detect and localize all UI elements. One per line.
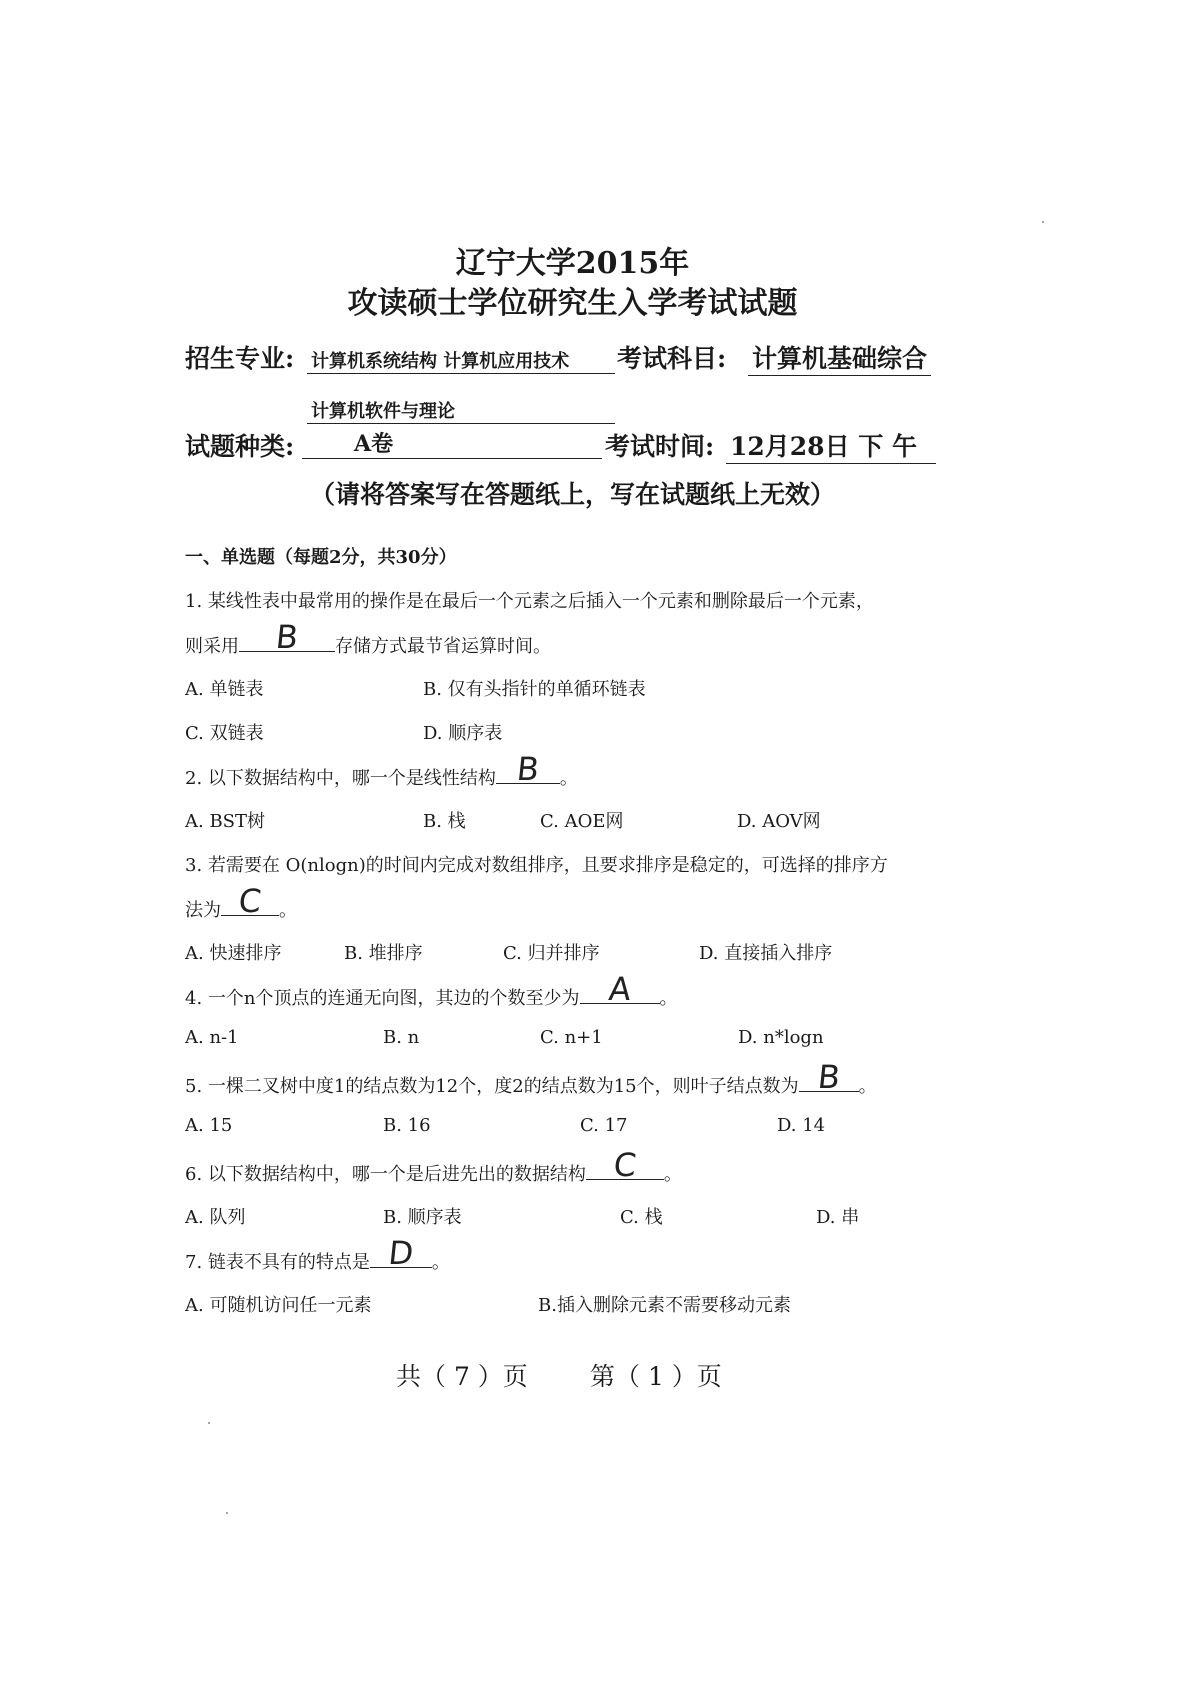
q2-option-a: A. BST树 xyxy=(185,811,266,832)
question-7-text-end: 。 xyxy=(431,1252,450,1273)
q4-option-a: A. n-1 xyxy=(185,1027,239,1048)
answer-blank-3 xyxy=(221,882,279,920)
exam-title-main: 攻读硕士学位研究生入学考试试题 xyxy=(347,286,798,321)
answer-notice: （请将答案写在答题纸上，写在试题纸上无效） xyxy=(309,480,835,509)
question-2-text-end: 。 xyxy=(559,768,578,789)
question-4 xyxy=(185,970,678,1010)
q4-option-d: D. n*logn xyxy=(738,1027,824,1048)
q3-option-a: A. 快速排序 xyxy=(185,943,282,964)
handwritten-answer-1: B xyxy=(274,618,300,656)
scan-speck xyxy=(226,1512,228,1514)
question-5 xyxy=(185,1058,877,1098)
q3-option-c: C. 归并排序 xyxy=(503,943,600,964)
handwritten-answer-6: C xyxy=(611,1146,639,1184)
q5-option-b: B. 16 xyxy=(383,1115,431,1136)
question-5-text-end: 。 xyxy=(858,1076,877,1097)
time-label: 考试时间: xyxy=(605,432,715,461)
question-2-text: 2. 以下数据结构中，哪一个是线性结构 xyxy=(185,768,496,789)
major-value-second: 计算机软件与理论 xyxy=(307,397,615,424)
handwritten-answer-2: B xyxy=(514,750,541,788)
handwritten-answer-7: D xyxy=(386,1234,416,1272)
question-6 xyxy=(185,1146,682,1186)
question-6-text: 6. 以下数据结构中，哪一个是后进先出的数据结构 xyxy=(185,1164,586,1185)
answer-blank-4 xyxy=(580,970,660,1008)
question-3-text: 法为 xyxy=(185,900,221,921)
page-total: 共（ 7 ）页 xyxy=(396,1362,528,1391)
question-6-text-end: 。 xyxy=(663,1164,682,1185)
q7-option-b: B.插入删除元素不需要移动元素 xyxy=(538,1295,791,1316)
question-3 xyxy=(185,882,297,922)
handwritten-answer-4: A xyxy=(606,970,633,1008)
handwritten-answer-5: B xyxy=(815,1058,842,1096)
question-5-text: 5. 一棵二叉树中度1的结点数为12个，度2的结点数为15个，则叶子结点数为 xyxy=(185,1076,799,1097)
q1-option-a: A. 单链表 xyxy=(185,679,264,700)
handwritten-answer-3: C xyxy=(236,882,264,920)
question-4-text: 4. 一个n个顶点的连通无向图，其边的个数至少为 xyxy=(185,988,580,1009)
q2-option-b: B. 栈 xyxy=(423,811,466,832)
q5-option-d: D. 14 xyxy=(777,1115,826,1136)
q3-option-b: B. 堆排序 xyxy=(344,943,423,964)
answer-blank-5 xyxy=(799,1058,859,1096)
q4-option-c: C. n+1 xyxy=(540,1027,603,1048)
q5-option-a: A. 15 xyxy=(185,1115,233,1136)
question-7 xyxy=(185,1234,450,1274)
q2-option-c: C. AOE网 xyxy=(540,811,624,832)
q2-option-d: D. AOV网 xyxy=(737,811,821,832)
question-1-text-end: 存储方式最节省运算时间。 xyxy=(335,636,551,657)
q1-option-c: C. 双链表 xyxy=(185,723,264,744)
type-value: A卷 xyxy=(302,427,602,459)
scan-speck xyxy=(1042,221,1044,223)
time-value: 12月28日 下 午 xyxy=(726,427,936,464)
type-label: 试题种类: xyxy=(185,432,295,461)
answer-blank-2 xyxy=(496,750,560,788)
major-value: 计算机系统结构 计算机应用技术 xyxy=(307,347,615,374)
q5-option-c: C. 17 xyxy=(580,1115,628,1136)
q6-option-a: A. 队列 xyxy=(185,1207,246,1228)
page-current: 第（ 1 ）页 xyxy=(590,1362,722,1391)
q6-option-c: C. 栈 xyxy=(620,1207,663,1228)
subject-label: 考试科目: xyxy=(617,344,727,373)
question-2 xyxy=(185,750,578,790)
question-3-line1: 3. 若需要在 O(nlogn)的时间内完成对数组排序，且要求排序是稳定的，可选择的排序方 xyxy=(185,855,888,876)
major-label: 招生专业: xyxy=(185,344,295,373)
answer-blank-1 xyxy=(239,618,335,656)
answer-blank-7 xyxy=(370,1234,432,1272)
q1-option-b: B. 仅有头指针的单循环链表 xyxy=(423,679,646,700)
q1-option-d: D. 顺序表 xyxy=(423,723,503,744)
answer-blank-6 xyxy=(586,1146,664,1184)
question-1 xyxy=(185,618,551,658)
subject-value: 计算机基础综合 xyxy=(748,339,931,376)
question-7-text: 7. 链表不具有的特点是 xyxy=(185,1252,370,1273)
question-3-text-end: 。 xyxy=(279,900,297,921)
question-1-text: 则采用 xyxy=(185,636,239,657)
q6-option-d: D. 串 xyxy=(816,1207,860,1228)
question-4-text-end: 。 xyxy=(659,988,678,1009)
q7-option-a: A. 可随机访问任一元素 xyxy=(185,1295,372,1316)
q3-option-d: D. 直接插入排序 xyxy=(699,943,833,964)
exam-title-university: 辽宁大学2015年 xyxy=(455,246,690,281)
q6-option-b: B. 顺序表 xyxy=(383,1207,462,1228)
question-1-line1: 1. 某线性表中最常用的操作是在最后一个元素之后插入一个元素和删除最后一个元素， xyxy=(185,591,874,612)
section-heading: 一、单选题（每题2分，共30分） xyxy=(185,547,457,568)
q4-option-b: B. n xyxy=(383,1027,420,1048)
scan-speck xyxy=(208,1422,210,1424)
